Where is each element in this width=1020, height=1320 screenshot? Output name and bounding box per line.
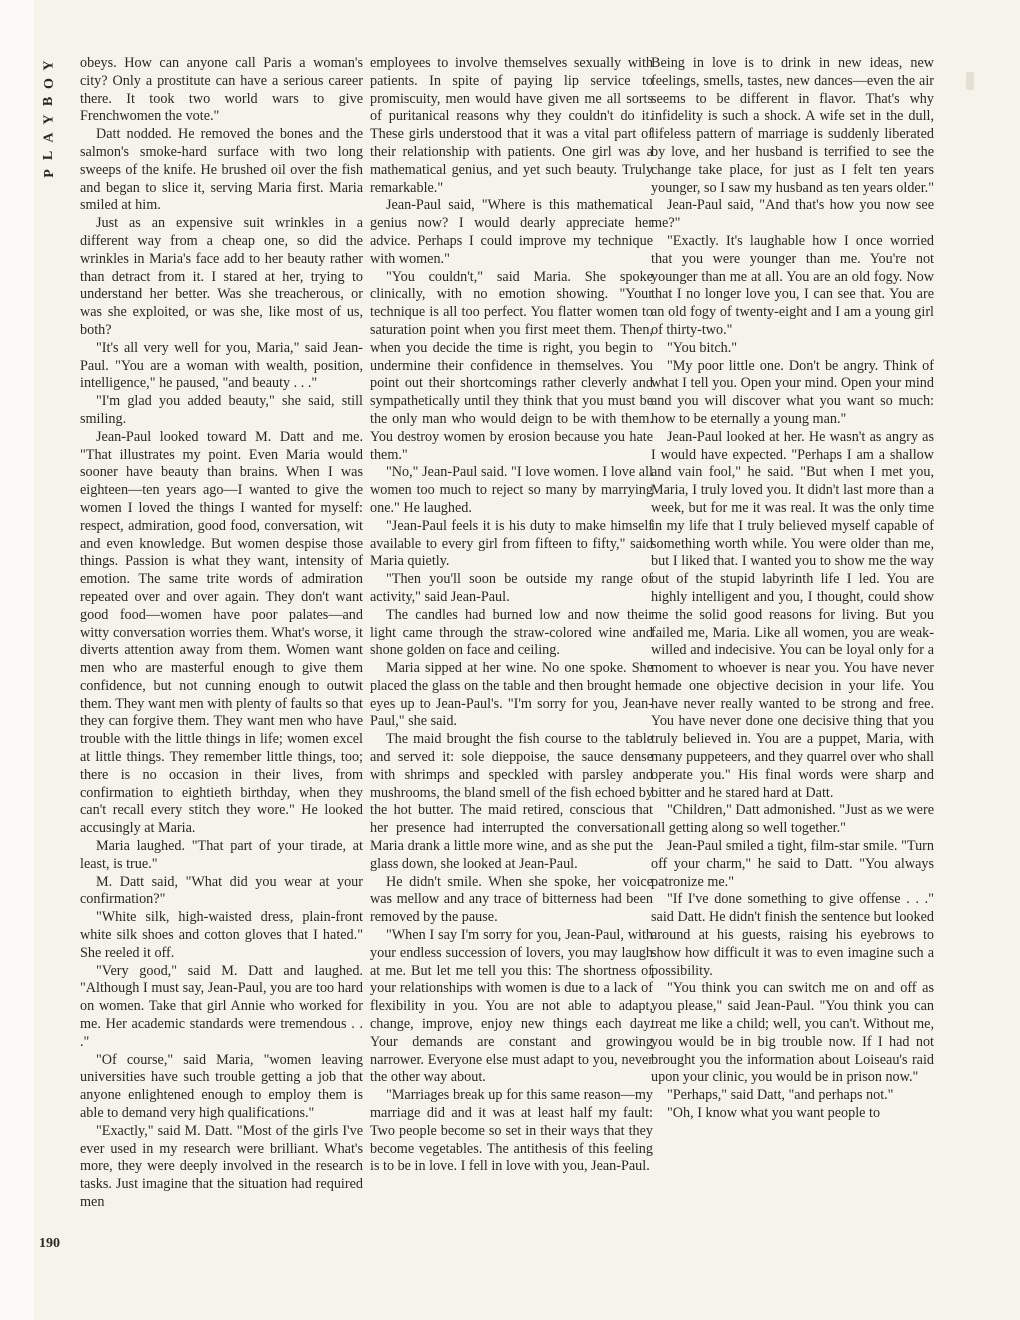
paragraph: "It's all very well for you, Maria," said Jean-Paul. "You are a woman with wealth, position, intelligence," he paused, "and beauty . . ." [80, 339, 363, 392]
paragraph: "White silk, high-waisted dress, plain-front white silk shoes and cotton gloves that I hated." She reeled it off. [80, 909, 363, 961]
paragraph: "No," Jean-Paul said. "I love women. I love all women too much to reject so many by marrying one." He laughed. [370, 464, 653, 516]
masthead-vertical [36, 58, 62, 181]
masthead-letter: O [41, 78, 57, 89]
masthead-letter: B [41, 96, 57, 107]
paragraph: "Very good," said M. Datt and laughed. "Although I must say, Jean-Paul, you are too hard on women. Take that girl Annie who worked for me. Her academic standards were tremendous . . ." [80, 962, 363, 1050]
paragraph: Jean-Paul looked toward M. Datt and me. "That illustrates my point. Even Maria would sooner have beauty than brains. When I was eighteen—ten years ago—I wanted to give the women I loved the things I wanted for myself: respect, admiration, good food, conversation, wit and even knowledge. But women despise those things. Passion is what they want, intensity of emotion. The same trite words of admiration repeated over and over again. They don't want good food—women have poor palates—and witty conversation worries them. What's worse, it diverts attention away from them. Women want men who are masterful enough to give them confidence, but not cunning enough to outwit them. They want men with plenty of faults so that they can forgive them. They want men who have trouble with the little things in life; women excel at little things. They remember little things, too; there is no occasion in their lives, from confirmation to eightieth birthday, when they can't recall every stitch they wore." He looked accusingly at Maria. [80, 428, 363, 837]
text-column-1 [80, 55, 363, 1212]
paragraph: "I'm glad you added beauty," she said, still smiling. [80, 393, 363, 427]
paragraph: Jean-Paul said, "And that's how you now see me?" [651, 197, 934, 232]
paragraph: obeys. How can anyone call Paris a woman's city? Only a prostitute can have a serious career there. It took two world wars to give Frenchwomen the vote." [80, 55, 363, 125]
paragraph: "You bitch." [667, 339, 738, 356]
paragraph: "My poor little one. Don't be angry. Think of what I tell you. Open your mind. Open your mind and you will discover what you want so much: how to be eternally a young man." [651, 357, 934, 427]
masthead-letter: Y [41, 114, 57, 125]
text-column-3 [651, 55, 934, 1123]
paragraph: "Children," Datt admonished. "Just as we were all getting along so well together." [651, 802, 934, 837]
paragraph: He didn't smile. When she spoke, her voice was mellow and any trace of bitterness had been removed by the pause. [370, 873, 653, 926]
page-margin [0, 0, 34, 1320]
paragraph: "Marriages break up for this same reason—my marriage did and it was at least half my fault: Two people become so set in their ways that they become vegetables. The antithesis of this feeling is to be in love. I fell in love with you, Jean-Paul. [370, 1087, 653, 1175]
paragraph: Being in love is to drink in new ideas, new feelings, smells, tastes, new dances—even the air seems to be different in flavor. That's why infidelity is such a shock. A wife set in the dull, lifeless pattern of marriage is suddenly liberated by love, and her husband is terrified to see the change take place, for just as I felt ten years younger, so I saw my husband as ten years older." [651, 55, 935, 196]
paragraph: Maria laughed. "That part of your tirade, at least, is true." [80, 838, 363, 872]
paragraph: Maria sipped at her wine. No one spoke. She placed the glass on the table and then brought her eyes up to Jean-Paul's. "I'm sorry for you, Jean-Paul," she said. [370, 660, 653, 730]
paragraph: M. Datt said, "What did you wear at your confirmation?" [80, 873, 363, 908]
masthead-letter: Y [41, 60, 57, 71]
masthead-letter: L [41, 150, 57, 161]
paragraph: "If I've done something to give offense . . ." said Datt. He didn't finish the sentence but looked around at his guests, raising his eyebrows to show how difficult it was to even imagine such a possibility. [651, 891, 934, 979]
paragraph: The maid brought the fish course to the table and served it: sole dieppoise, the sauce dense with shrimps and speckled with parsley and mushrooms, the bland smell of the fish echoed by the hot butter. The maid retired, conscious that her presence had interrupted the conversation. Maria drank a little more wine, and as she put the glass down, she looked at Jean-Paul. [370, 731, 653, 872]
paragraph: Jean-Paul looked at her. He wasn't as angry as I would have expected. "Perhaps I am a shallow and vain fool," he said. "But when I met you, Maria, I truly loved you. It didn't last more than a week, but for me it was real. It was the only time in my life that I truly believed myself capable of something worth while. You were older than me, but I liked that. I wanted you to show me the way out of the stupid labyrinth life I led. You are highly intelligent and you, I thought, could show me the solid good reasons for living. But you failed me, Maria. Like all women, you are weak-willed and indecisive. You can be loyal only for a moment to whoever is near you. You have never made one objective decision in your life. You have never really wanted to be strong and free. You have never done one decisive thing that you truly believed in. You are a puppet, Maria, with many puppeteers, and they quarrel over who shall operate you." His final words were sharp and bitter and he stared hard at Datt. [651, 428, 934, 801]
paragraph: "Exactly. It's laughable how I once worried that you were younger than me. You're not younger than me at all. You are an old fogy. Now that I no longer love you, I can see that. You are an old fogy of twenty-eight and I am a young girl of thirty-two." [651, 232, 934, 338]
paragraph: Datt nodded. He removed the bones and the salmon's smoke-hard surface with two long sweeps of the knife. He brushed oil over the fish and began to slice it, serving Maria first. Maria smiled at him. [80, 126, 363, 214]
paragraph: "Then you'll soon be outside my range of activity," said Jean-Paul. [370, 571, 653, 605]
paragraph: "Of course," said Maria, "women leaving universities have such trouble getting a job that anyone enlightened enough to employ them is able to demand very high qualifications." [80, 1051, 363, 1122]
paper-smudge [966, 72, 974, 90]
paragraph: employees to involve themselves sexually with patients. In spite of paying lip service to promiscuity, men would have given me all sorts of puritanical reasons why they couldn't do it. These girls understood that it was a vital part of their relationship with patients. One girl was a mathematical genius, and yet such beauty. Truly remarkable." [370, 55, 653, 196]
paragraph: "You think you can switch me on and off as you please," said Jean-Paul. "You think you can treat me like a child; well, you can't. Without me, you would be in big trouble now. If I had not brought you the information about Loiseau's raid upon your clinic, you would be in prison now." [651, 980, 934, 1086]
paragraph: Just as an expensive suit wrinkles in a different way from a cheap one, so did the wrinkles in Maria's face add to her beauty rather than detract from it. I stared at her, trying to understand her better. Was she treacherous, or was she exploited, or was she, like most of us, both? [80, 215, 363, 338]
text-column-2 [370, 55, 653, 1176]
masthead-letter: A [41, 132, 57, 143]
paragraph: Jean-Paul said, "Where is this mathematical genius now? I would dearly appreciate her advice. Perhaps I could improve my technique with women." [370, 197, 653, 267]
paragraph: "Exactly," said M. Datt. "Most of the girls I've ever used in my research were brilliant. What's more, they were deeply involved in the research tasks. Just imagine that the situation had required men [80, 1122, 363, 1210]
paragraph: Jean-Paul smiled a tight, film-star smile. "Turn off your charm," he said to Datt. "You always patronize me." [651, 838, 934, 890]
paragraph: "Perhaps," said Datt, "and perhaps not." [667, 1087, 894, 1104]
masthead-letter: P [41, 169, 57, 178]
page-number: 190 [39, 1236, 60, 1251]
paragraph: "When I say I'm sorry for you, Jean-Paul, with your endless succession of lovers, you may laugh at me. But let me tell you this: The shortness of your relationships with women is due to a lack of flexibility in you. You are not able to adapt, change, improve, enjoy new things each day. Your demands are constant and growing narrower. Everyone else must adapt to you, never the other way about. [370, 927, 653, 1086]
paragraph: "You couldn't," said Maria. She spoke clinically, with no emotion showing. "Your technique is all too perfect. You flatter women to saturation point when you first meet them. Then, when you decide the time is right, you begin to undermine their confidence in themselves. You point out their shortcomings rather cleverly and sympathetically until they think that you must be the only man who would deign to be with them. You destroy women by erosion because you hate them." [370, 268, 653, 463]
paragraph: The candles had burned low and now their light came through the straw-colored wine and shone golden on face and ceiling. [370, 606, 653, 659]
paragraph: "Jean-Paul feels it is his duty to make himself available to every girl from fifteen to fifty," said Maria quietly. [370, 517, 653, 570]
paragraph: "Oh, I know what you want people to [667, 1105, 881, 1122]
